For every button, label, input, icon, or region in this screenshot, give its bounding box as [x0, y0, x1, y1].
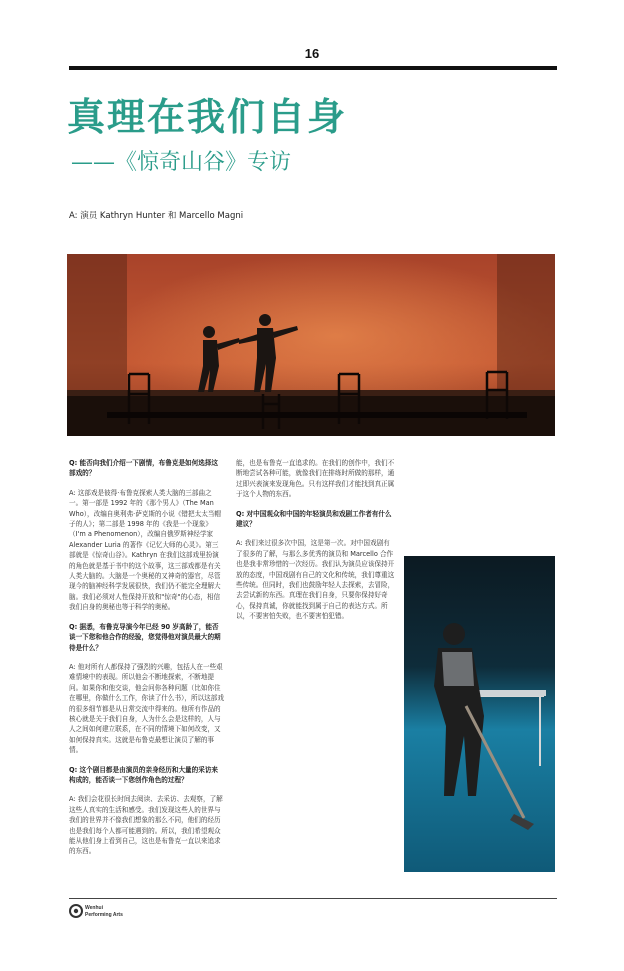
answer-4: A: 我们来过很多次中国，这是第一次。对中国戏剧有了很多的了解，与那么多优秀的演员和 Marcello 合作也是我非常珍惜的一次经历。我们认为演员应该保持开放的态度，中国戏剧有自己的文化和传统，我们尊重这些传统。但同时，我们也鼓励年轻人去探索，去冒险，去尝试新的东西。真理在我们自身，只要你保持好奇心，保持真诚，你就能找到属于自己的表达方式。所以，不要害怕失败，也不要害怕犯错。 — [236, 539, 395, 621]
question-3: Q: 这个剧目都是由演员的亲身经历和大量的采访来构成的，能否谈一下您创作角色的过程？ — [69, 765, 219, 784]
article-title: 真理在我们自身 — [67, 94, 348, 139]
answer-1: A: 这部戏是彼得·布鲁克探索人类大脑的三部曲之一。第一部是 1992 年的《那个男人》（The Man Who），改编自奥利弗·萨克斯的小说《错把太太当帽子的人》；第二部是 1998 年的《我是一个现象》（I'm a Phenomenon），改编自俄罗斯神经学家 Alexander Luria 的著作《记忆大师的心灵》。第三部就是《惊奇山谷》。Kathryn 在我们这部戏里扮演的角色就是基于书中的这个故事，这三部戏都是有关人类大脑的。大脑是一个奥秘的又神奇的器官，尽管现今的脑神经科学发展很快，我们仍不能完全理解大脑。我们必须对人性保持开放和"惊奇"的心态，相信我们自身的奥秘也等于科学的奥秘。 — [69, 488, 221, 612]
footer-rule — [69, 898, 557, 899]
text-column-left — [69, 458, 224, 866]
answer-3-continued: 能，也是布鲁克一直追求的。在我们的创作中，我们不断地尝试各种可能，就像我们在排练时所做的那样，通过即兴表演来发现角色。只有这样我们才能找到真正属于这个人物的东西。 — [236, 459, 395, 499]
question-1: Q: 能否向我们介绍一下剧情，布鲁克是如何选择这部戏的？ — [69, 459, 219, 478]
page-number: 16 — [304, 46, 320, 61]
question-4: Q: 对中国观众和中国的年轻演员和戏剧工作者有什么建议？ — [236, 509, 392, 529]
question-2: Q: 据悉，布鲁克导演今年已经 90 岁高龄了，能否谈一下您和他合作的经验，您觉得他对演员最大的期待是什么？ — [69, 622, 221, 652]
answer-2: A: 他对所有人都保持了强烈的兴趣，包括人在一些艰难情境中的表现。所以他会不断地探索，不断地提问。如果你和他交谈，他会问你各种问题（比如你住在哪里，你做什么工作，你读了什么书），所以这部戏的很多细节都是从日常交流中得来的。他所有作品的核心就是关于我们自身，人为什么会是这样的，人与人之间如何建立联系，在不同的情境下如何改变，又如何保持真实。这就是布鲁克最想让演员了解的事情。 — [69, 662, 224, 755]
text-column-right — [236, 458, 396, 631]
answer-3: A: 我们会花很长时间去阅读、去采访、去观察，了解这些人真实的生活和感受。我们发现这些人的世界与我们的世界并不像我们想象的那么不同，他们的经历也是我们每个人都可能遇到的。所以，我们希望观众能从他们身上看到自己，这也是布鲁克一直以来追求的东西。 — [69, 795, 223, 856]
publication-logo — [69, 903, 129, 919]
stage-photo-red-wall — [67, 254, 555, 436]
logo-line-1: Wenhui — [85, 905, 103, 911]
article-subtitle: ——《惊奇山谷》专访 — [71, 150, 292, 175]
stage-photo-blue-floor — [404, 556, 555, 872]
byline: A: 演员 Kathryn Hunter 和 Marcello Magni — [69, 211, 244, 221]
logo-line-2: Performing Arts — [85, 912, 123, 918]
top-rule — [69, 66, 557, 70]
